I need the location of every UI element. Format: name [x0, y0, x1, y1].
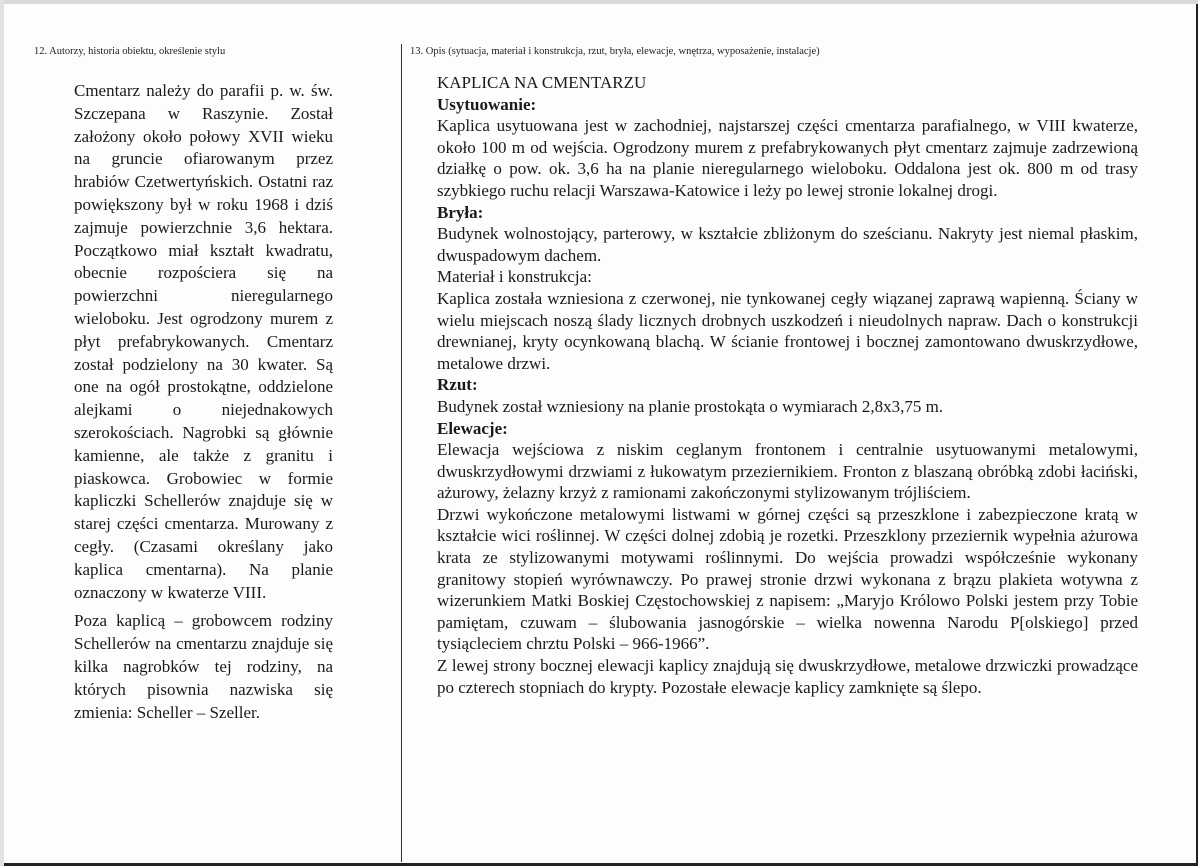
history-paragraph: Cmentarz należy do parafii p. w. św. Szczepana w Raszynie. Został założony około połowy XVII wieku na gruncie ofiarowanym przez hrabiów Czetwertyńskich. Ostatni raz powiększony był w roku 1968 i dziś zajmuje powierzchnie 3,6 hektara. Początkowo miał kształt kwadratu, obecnie rozpościera się na powierzchni nieregularnego wieloboku. Jest ogrodzony murem z płyt prefabrykowanych. Cmentarz został podzielony na 30 kwater. Są one na ogół prostokątne, oddzielone alejkami o niejednakowych szerokościach. Nagrobki są głównie kamienne, ale także z granitu i piaskowca. Grobowiec w formie kapliczki Schellerów znajduje się w starej części cmentarza. Murowany z cegły. (Czasami określany jako kaplica cmentarna). Na planie oznaczony w kwaterze VIII.: [74, 81, 333, 602]
column-divider: [401, 44, 402, 862]
right-column-header: 13. Opis (sytuacja, materiał i konstrukcja, rzut, bryła, elewacje, wnętrza, wyposażenie, instalacje): [410, 46, 820, 57]
elewacje-paragraph: Elewacja wejściowa z niskim ceglanym frontonem i centralnie usytuowanymi metalowymi, dwuskrzydłowymi drzwiami z łukowatym przeziernikiem. Fronton z blaszaną obróbką zdobi łaciński, ażurowy, żelazny krzyż z ramionami zakończonymi stylizowanym trójliściem.: [437, 440, 1138, 503]
material-text: Kaplica została wzniesiona z czerwonej, nie tynkowanej cegły wiązanej zaprawą wapienną. Ściany w wielu miejscach noszą ślady licznych drobnych uszkodzeń i nieudolnych napraw. Dach o konstrukcji drewnianej, kryty ocynkowaną blachą. W ścianie frontowej i bocznej zamontowano dwuskrzydłowe, metalowe drzwi.: [437, 288, 1138, 373]
left-column-text: [74, 80, 333, 724]
rzut-text: Budynek został wzniesiony na planie prostokąta o wymiarach 2,8x3,75 m.: [437, 396, 944, 416]
elewacje-paragraph: Z lewej strony bocznej elewacji kaplicy znajdują się dwuskrzydłowe, metalowe drzwiczki prowadzące po czterech stopniach do krypty. Pozostałe elewacje kaplicy zamknięte są ślepo.: [437, 656, 1138, 697]
scan-left-edge: [0, 0, 4, 866]
elewacje-paragraph: Drzwi wykończone metalowymi listwami w górnej części są przeszklone i zabezpieczone kratą w kształcie wici roślinnej. W części dolnej zdobią je rozetki. Przeszklony przeziernik wypełnia ażurowa krata ze stylizowanymi motywami roślinnymi. Do wejścia prowadzi współcześnie wykonany granitowy stopień wyrównawczy. Po prawej stronie drzwi wykonana z brązu plakieta wotywna z wizerunkiem Matki Boskiej Częstochowskiej z napisem: „Maryjo Królowo Polski jestem przy Tobie pamiętam, czuwam – ślubowania jasnogórskie – wielka nowenna Narodu P[olskiego] przed tysiącleciem chrztu Polski – 966-1966”.: [437, 504, 1138, 654]
scan-top-edge: [0, 0, 1198, 4]
section-heading-usytuowanie: Usytuowanie:: [437, 94, 537, 114]
section-heading-rzut: Rzut:: [437, 375, 478, 395]
right-column-text: [437, 72, 1138, 698]
section-heading-material: Materiał i konstrukcja:: [437, 267, 592, 287]
bryla-text: Budynek wolnostojący, parterowy, w kształcie zbliżonym do sześcianu. Nakryty jest niemal płaskim, dwuspadowym dachem.: [437, 224, 1138, 265]
section-heading-elewacje: Elewacje:: [437, 418, 508, 438]
usytuowanie-text: Kaplica usytuowana jest w zachodniej, najstarszej części cmentarza parafialnego, w VIII kwaterze, około 100 m od wejścia. Ogrodzony murem z prefabrykowanych płyt cmentarz zajmuje zadrzewioną działkę o pow. ok. 3,6 ha na planie nieregularnego wieloboku. Oddalona jest ok. 800 m od trasy szybkiego ruchu relacji Warszawa-Katowice i leży po lewej stronie lokalnej drogi.: [437, 116, 1138, 200]
history-paragraph: Poza kaplicą – grobowcem rodziny Schellerów na cmentarzu znajduje się kilka nagrobków tej rodziny, na których pisownia nazwiska się zmienia: Scheller – Szeller.: [74, 611, 333, 722]
document-title: KAPLICA NA CMENTARZU: [437, 73, 647, 92]
section-heading-bryla: Bryła:: [437, 202, 484, 222]
left-column-header: 12. Autorzy, historia obiektu, określenie stylu: [34, 46, 226, 57]
